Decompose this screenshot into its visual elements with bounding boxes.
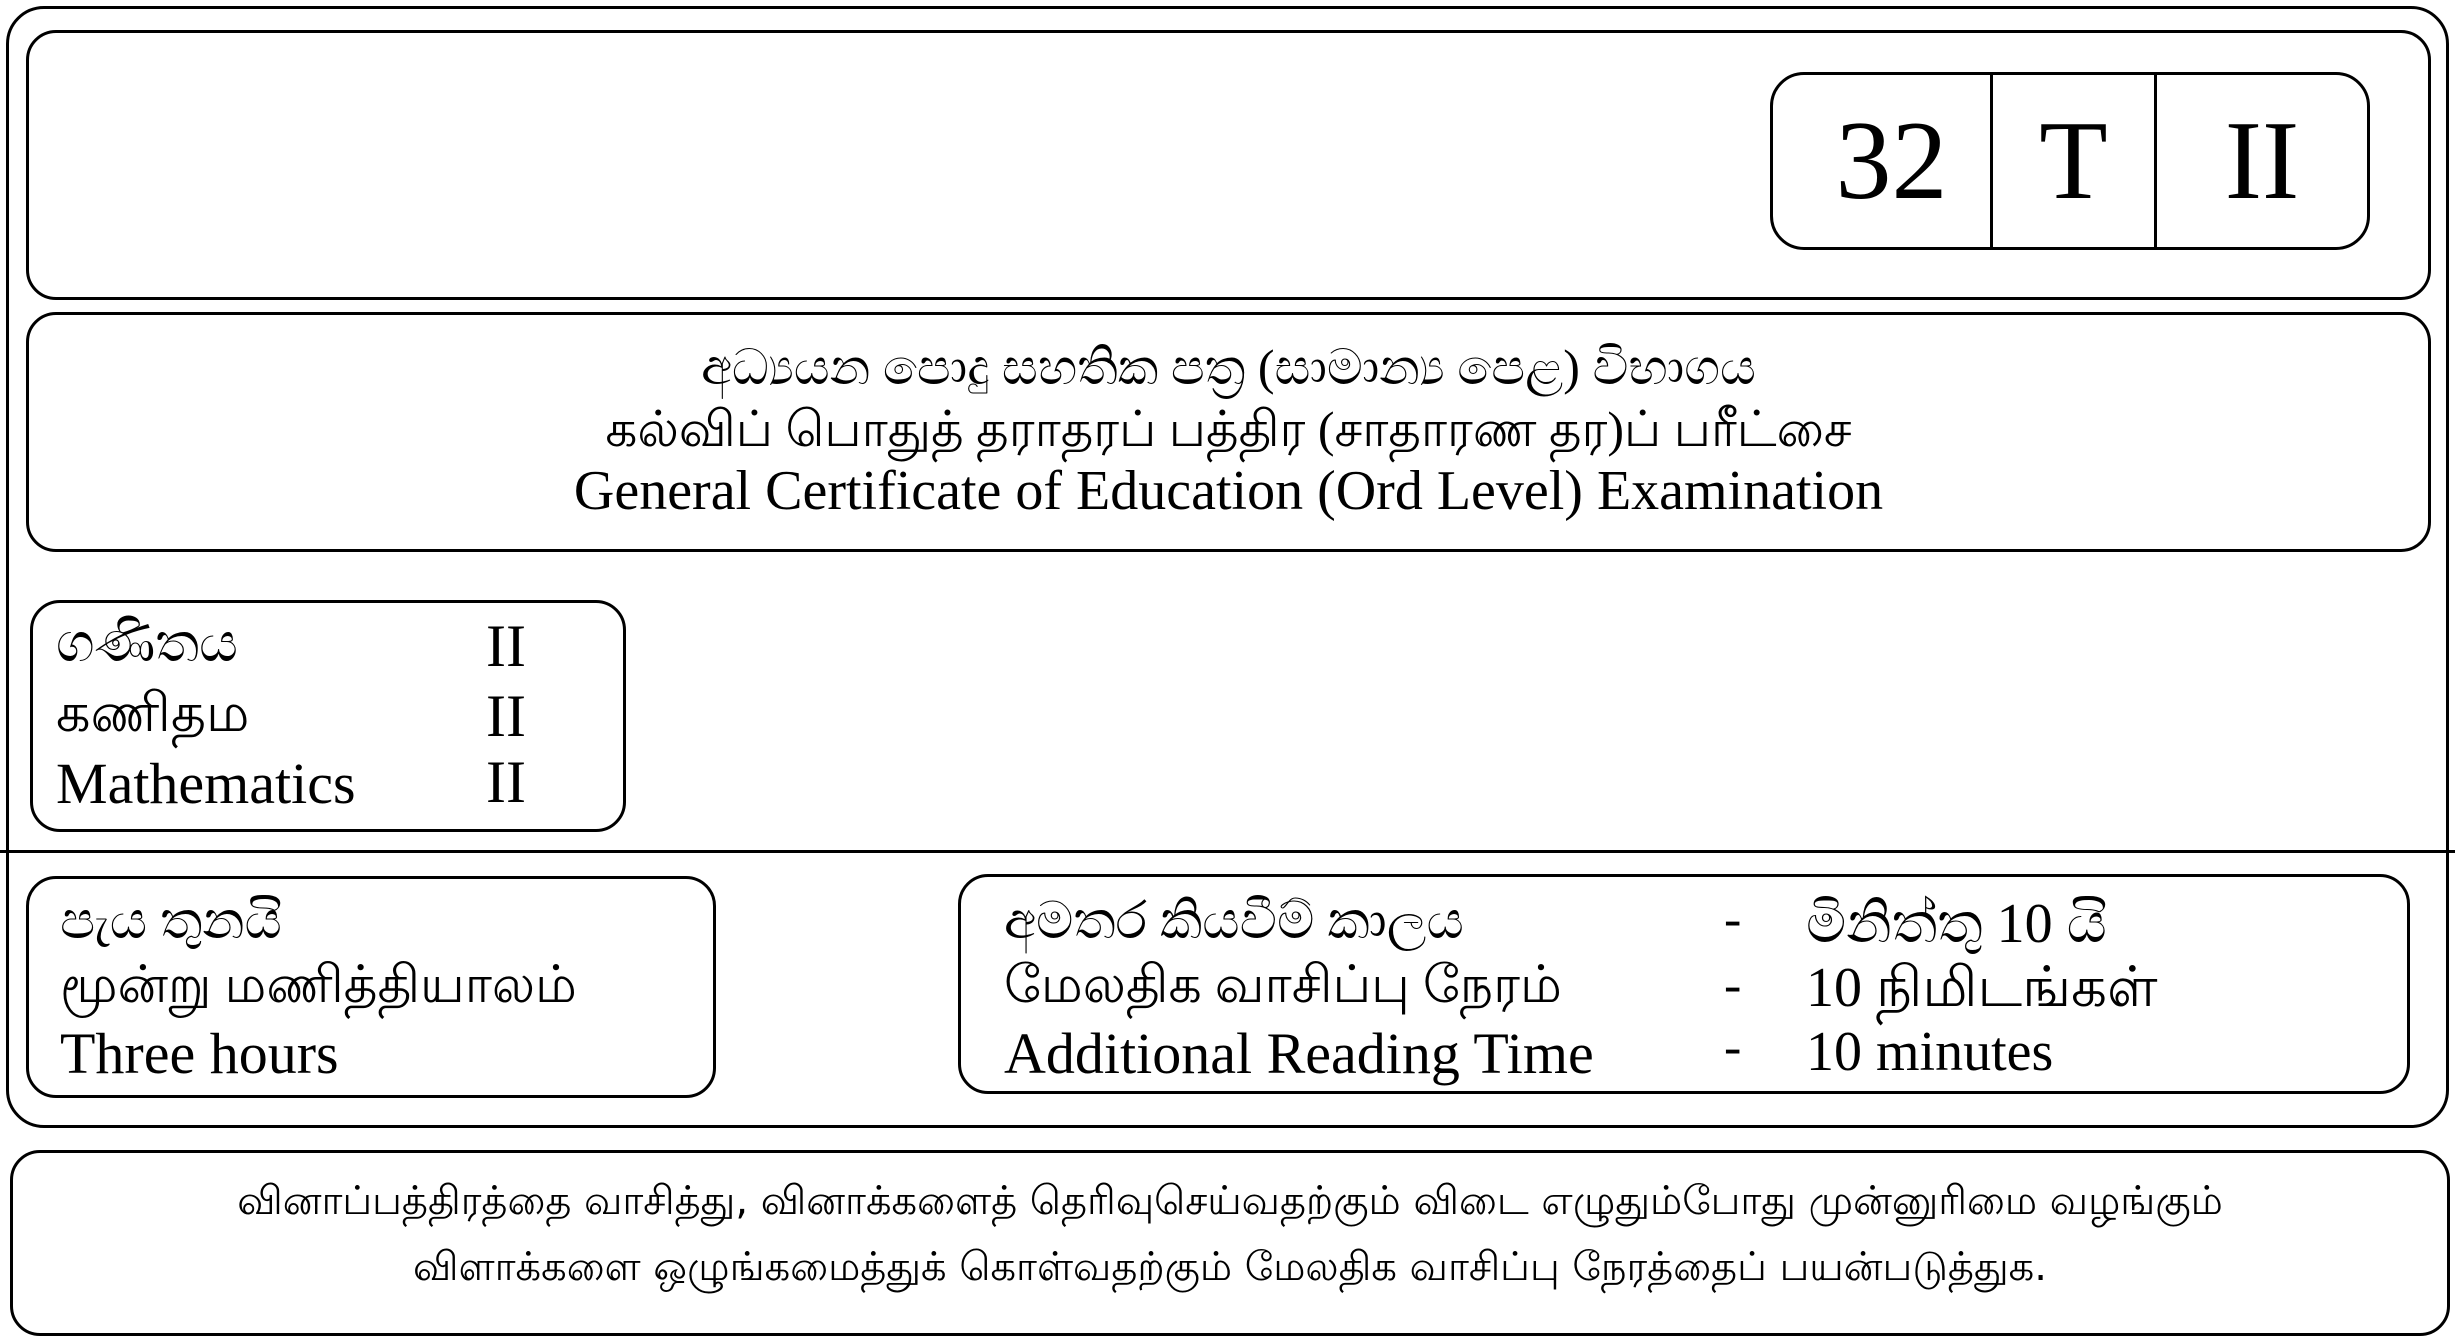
instruction-line-2: விளாக்களை ஒழுங்கமைத்துக் கொள்வதற்கும் மேலதிக வாசிப்பு நேரத்தைப் பயன்படுத்துக.: [413, 1244, 2047, 1290]
reading-dash-2: -: [1724, 957, 1742, 1014]
instruction-text: [30, 1168, 2430, 1300]
exam-title: [26, 336, 2431, 522]
exam-title-sinhala: අධ්‍යයන පොදු සහතික පත්‍ර (සාමාන්‍ය පෙළ) විභාගය: [701, 339, 1756, 395]
subject-part-tamil: II: [486, 683, 526, 749]
reading-dash-1: -: [1724, 891, 1742, 948]
subject-english: Mathematics: [56, 751, 356, 816]
subject-tamil: கணிதம: [56, 683, 250, 743]
instruction-line-1: வினாப்பத்திரத்தை வாசித்து, வினாக்களைத் தெரிவுசெய்வதற்கும் விடை எழுதும்போது முன்னுரிமை வழங்கும்: [237, 1178, 2223, 1224]
duration-tamil: மூன்று மணித்தியாலம்: [60, 957, 577, 1014]
reading-value-tamil: 10 நிமிடங்கள்: [1806, 957, 2158, 1019]
duration-sinhala: පැය තුනයි: [60, 893, 282, 950]
paper-code-box: [1770, 72, 2370, 250]
subject-part-english: II: [486, 749, 526, 815]
duration-english: Three hours: [60, 1021, 339, 1086]
subject-part-sinhala: II: [486, 613, 526, 679]
exam-title-tamil: கல்விப் பொதுத் தராதரப் பத்திர (சாதாரண தர)ப் பரீட்சை: [605, 401, 1852, 457]
reading-value-sinhala: මිනිත්තු 10 යි: [1806, 893, 2107, 955]
exam-title-english: General Certificate of Education (Ord Level) Examination: [573, 460, 1884, 522]
reading-dash-3: -: [1724, 1019, 1742, 1076]
paper-code-part: II: [2224, 99, 2300, 223]
paper-code-medium: T: [1993, 75, 2157, 247]
subject-sinhala: ගණිතය: [56, 613, 238, 673]
reading-label-english: Additional Reading Time: [1004, 1021, 1594, 1086]
reading-value-english: 10 minutes: [1806, 1021, 2054, 1083]
reading-label-tamil: மேலதிக வாசிப்பு நேரம்: [1004, 957, 1562, 1014]
paper-code-number: 32: [1773, 75, 1993, 247]
reading-label-sinhala: අමතර කියවීම් කාලය: [1004, 893, 1464, 950]
section-divider: [0, 850, 2455, 853]
